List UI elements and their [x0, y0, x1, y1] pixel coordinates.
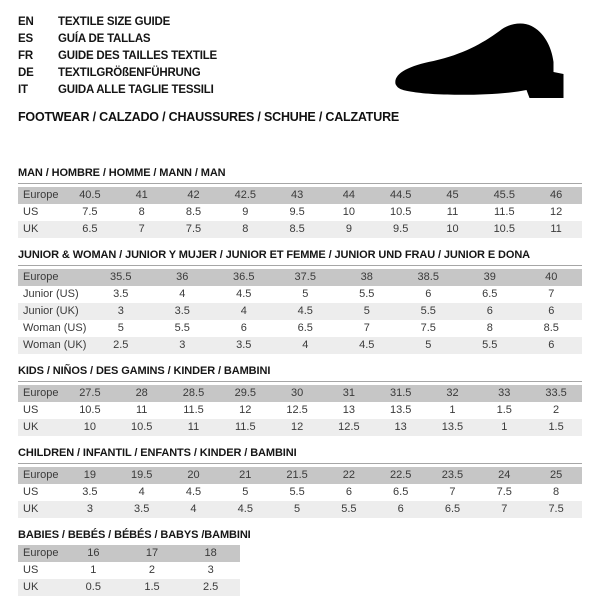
size-section — [18, 447, 582, 518]
size-value: 43 — [271, 187, 323, 204]
size-value: 30 — [271, 385, 323, 402]
size-value: 8 — [553, 486, 560, 498]
size-value: 5.5 — [398, 303, 460, 320]
size-value: 2 — [148, 564, 156, 576]
size-value: 44 — [323, 187, 375, 204]
region-label: Woman (US) — [23, 322, 87, 334]
size-value: 1 — [90, 564, 97, 576]
size-value: 5 — [302, 288, 309, 300]
size-value: 6 — [375, 501, 427, 518]
size-value: 31 — [323, 385, 375, 402]
size-value: 5.5 — [359, 288, 375, 300]
size-value: 0.5 — [64, 579, 123, 596]
size-value: 37.5 — [275, 269, 337, 286]
size-value: 7.5 — [168, 221, 220, 238]
size-value: 33 — [478, 385, 530, 402]
size-value: 8.5 — [543, 322, 559, 334]
size-row — [18, 221, 582, 238]
size-value: 6.5 — [297, 322, 313, 334]
size-section — [18, 167, 582, 238]
size-value: 5.5 — [323, 501, 375, 518]
size-value: 5.5 — [459, 337, 521, 354]
size-value: 22.5 — [375, 467, 427, 484]
region-label: Junior (US) — [23, 288, 79, 300]
size-value: 9 — [323, 221, 375, 238]
section-title: CHILDREN / INFANTIL / ENFANTS / KINDER / BAMBINI — [18, 447, 297, 459]
section-divider — [18, 183, 582, 184]
size-value: 10.5 — [79, 404, 101, 416]
region-label: US — [23, 206, 39, 218]
region-label: UK — [18, 419, 64, 436]
size-value: 45.5 — [478, 187, 530, 204]
size-value: 12.5 — [286, 404, 308, 416]
size-value: 8 — [138, 206, 145, 218]
size-value: 1.5 — [530, 419, 582, 436]
size-value: 2.5 — [181, 579, 240, 596]
region-label: Junior (UK) — [18, 303, 90, 320]
size-value: 5.5 — [174, 322, 190, 334]
size-row — [18, 187, 582, 204]
category-title: FOOTWEAR / CALZADO / CHAUSSURES / SCHUHE / CALZATURE — [18, 110, 400, 124]
size-value: 7.5 — [82, 206, 98, 218]
size-value: 42.5 — [219, 187, 271, 204]
size-value: 23.5 — [427, 467, 479, 484]
size-value: 7 — [548, 288, 555, 300]
region-label: UK — [18, 501, 64, 518]
language-label: TEXTILGRÖßENFÜHRUNG — [58, 67, 201, 79]
size-value: 9.5 — [289, 206, 305, 218]
size-value: 40 — [521, 269, 583, 286]
size-value: 3.5 — [113, 288, 129, 300]
size-value: 13 — [375, 419, 427, 436]
size-value: 45 — [427, 187, 479, 204]
size-value: 44.5 — [375, 187, 427, 204]
size-value: 4.5 — [236, 288, 252, 300]
size-value: 8.5 — [271, 221, 323, 238]
region-label: US — [23, 404, 39, 416]
size-value: 36 — [152, 269, 214, 286]
size-value: 29.5 — [219, 385, 271, 402]
size-value: 4.5 — [219, 501, 271, 518]
size-value: 12 — [239, 404, 252, 416]
section-title: JUNIOR & WOMAN / JUNIOR Y MUJER / JUNIOR ET FEMME / JUNIOR UND FRAU / JUNIOR E DONA — [18, 249, 531, 261]
shoe-silhouette-icon — [383, 16, 588, 116]
size-value: 20 — [168, 467, 220, 484]
section-title: KIDS / NIÑOS / DES GAMINS / KINDER / BAMBINI — [18, 365, 271, 377]
size-value: 8 — [486, 322, 493, 334]
size-value: 13.5 — [389, 404, 412, 416]
size-value: 4.5 — [185, 486, 202, 498]
size-table — [18, 269, 582, 354]
size-value: 9.5 — [375, 221, 427, 238]
size-value: 11 — [135, 404, 148, 416]
size-value: 6 — [459, 303, 521, 320]
size-value: 2 — [553, 404, 560, 416]
size-value: 3.5 — [152, 303, 214, 320]
region-label: UK — [18, 579, 64, 596]
size-row — [18, 419, 582, 436]
size-value: 22 — [323, 467, 375, 484]
size-value: 33.5 — [530, 385, 582, 402]
size-value: 4 — [179, 288, 186, 300]
size-section — [18, 529, 582, 596]
size-row — [18, 402, 582, 419]
size-value: 5 — [117, 322, 124, 334]
size-row — [18, 467, 582, 484]
size-value: 7 — [449, 486, 456, 498]
size-value: 25 — [530, 467, 582, 484]
region-label: UK — [18, 221, 64, 238]
region-label: US — [23, 486, 39, 498]
size-value: 6.5 — [427, 501, 479, 518]
size-value: 35.5 — [90, 269, 152, 286]
language-label: TEXTILE SIZE GUIDE — [58, 16, 171, 28]
size-table — [18, 545, 240, 596]
size-value: 19 — [64, 467, 116, 484]
size-row — [18, 286, 582, 303]
size-section — [18, 365, 582, 436]
size-value: 4.5 — [336, 337, 398, 354]
size-value: 13.5 — [427, 419, 479, 436]
size-value: 10.5 — [116, 419, 168, 436]
size-row — [18, 545, 240, 562]
language-label: GUIDA ALLE TAGLIE TESSILI — [58, 84, 214, 96]
section-divider — [18, 463, 582, 464]
size-value: 11.5 — [219, 419, 271, 436]
size-row — [18, 204, 582, 221]
size-table — [18, 467, 582, 518]
size-value: 39 — [459, 269, 521, 286]
size-value: 12 — [271, 419, 323, 436]
size-value: 11.5 — [183, 404, 204, 416]
size-value: 4.5 — [275, 303, 337, 320]
size-value: 19.5 — [116, 467, 168, 484]
size-value: 6.5 — [393, 486, 409, 498]
size-value: 7 — [363, 322, 370, 334]
region-label: Europe — [18, 269, 90, 286]
size-value: 40.5 — [64, 187, 116, 204]
size-value: 5 — [271, 501, 323, 518]
size-value: 10 — [64, 419, 116, 436]
size-value: 11.5 — [493, 206, 515, 218]
size-value: 5.5 — [289, 486, 305, 498]
size-value: 6 — [345, 486, 352, 498]
language-code: DE — [18, 67, 34, 79]
size-row — [18, 337, 582, 354]
size-row — [18, 562, 240, 579]
size-value: 46 — [530, 187, 582, 204]
size-value: 11 — [446, 206, 459, 218]
size-value: 16 — [64, 545, 123, 562]
header — [18, 14, 582, 99]
size-value: 1 — [478, 419, 530, 436]
size-value: 1.5 — [123, 579, 182, 596]
language-code: FR — [18, 50, 33, 62]
size-table — [18, 187, 582, 238]
region-label: Europe — [18, 385, 64, 402]
size-value: 6 — [425, 288, 432, 300]
size-table — [18, 385, 582, 436]
size-value: 7 — [478, 501, 530, 518]
size-value: 38 — [336, 269, 398, 286]
size-value: 6.5 — [64, 221, 116, 238]
size-value: 4 — [275, 337, 337, 354]
language-label: GUIDE DES TAILLES TEXTILE — [58, 50, 217, 62]
size-value: 6 — [240, 322, 247, 334]
size-value: 27.5 — [64, 385, 116, 402]
size-value: 13 — [342, 404, 355, 416]
size-value: 1.5 — [496, 404, 512, 416]
size-value: 12 — [549, 206, 563, 218]
size-value: 5 — [336, 303, 398, 320]
size-value: 3 — [64, 501, 116, 518]
size-tables — [18, 167, 582, 596]
size-value: 10.5 — [389, 206, 412, 218]
size-value: 28 — [116, 385, 168, 402]
size-row — [18, 579, 240, 596]
section-divider — [18, 265, 582, 266]
size-value: 1 — [449, 404, 456, 416]
size-value: 3 — [207, 564, 214, 576]
size-value: 32 — [427, 385, 479, 402]
size-value: 36.5 — [213, 269, 275, 286]
size-value: 42 — [168, 187, 220, 204]
size-value: 8.5 — [185, 206, 202, 218]
size-value: 10.5 — [478, 221, 530, 238]
size-value: 11 — [530, 221, 582, 238]
size-row — [18, 385, 582, 402]
size-value: 6.5 — [482, 288, 498, 300]
region-label: Europe — [18, 467, 64, 484]
size-value: 4 — [138, 486, 145, 498]
language-code: EN — [18, 16, 34, 28]
size-value: 5 — [398, 337, 460, 354]
language-code: IT — [18, 84, 28, 96]
size-value: 21.5 — [271, 467, 323, 484]
size-value: 3.5 — [116, 501, 168, 518]
size-value: 6 — [521, 337, 583, 354]
size-value: 3 — [152, 337, 214, 354]
size-value: 6 — [521, 303, 583, 320]
size-value: 17 — [123, 545, 182, 562]
size-row — [18, 269, 582, 286]
size-value: 7.5 — [496, 486, 512, 498]
size-value: 3.5 — [213, 337, 275, 354]
size-row — [18, 303, 582, 320]
size-value: 28.5 — [168, 385, 220, 402]
section-title: BABIES / BEBÉS / BÉBÉS / BABYS /BAMBINI — [18, 529, 251, 541]
size-value: 8 — [219, 221, 271, 238]
region-label: Europe — [18, 187, 64, 204]
size-value: 4 — [213, 303, 275, 320]
size-value: 4 — [168, 501, 220, 518]
region-label: Europe — [18, 545, 64, 562]
size-value: 11 — [168, 419, 220, 436]
size-value: 7 — [116, 221, 168, 238]
size-row — [18, 484, 582, 501]
section-divider — [18, 381, 582, 382]
size-value: 7.5 — [420, 322, 436, 334]
size-value: 21 — [219, 467, 271, 484]
size-value: 10 — [427, 221, 479, 238]
size-row — [18, 320, 582, 337]
size-section — [18, 249, 582, 354]
section-title: MAN / HOMBRE / HOMME / MANN / MAN — [18, 167, 226, 179]
size-value: 7.5 — [530, 501, 582, 518]
language-code: ES — [18, 33, 33, 45]
size-value: 10 — [342, 206, 355, 218]
size-value: 12.5 — [323, 419, 375, 436]
size-value: 24 — [478, 467, 530, 484]
region-label: Woman (UK) — [18, 337, 90, 354]
size-value: 38.5 — [398, 269, 460, 286]
size-value: 3.5 — [82, 486, 98, 498]
size-value: 3 — [90, 303, 152, 320]
size-value: 41 — [116, 187, 168, 204]
size-value: 9 — [242, 206, 249, 218]
region-label: US — [23, 564, 39, 576]
size-value: 18 — [181, 545, 240, 562]
language-label: GUÍA DE TALLAS — [58, 33, 151, 45]
size-value: 31.5 — [375, 385, 427, 402]
size-value: 5 — [242, 486, 249, 498]
size-value: 2.5 — [90, 337, 152, 354]
size-row — [18, 501, 582, 518]
